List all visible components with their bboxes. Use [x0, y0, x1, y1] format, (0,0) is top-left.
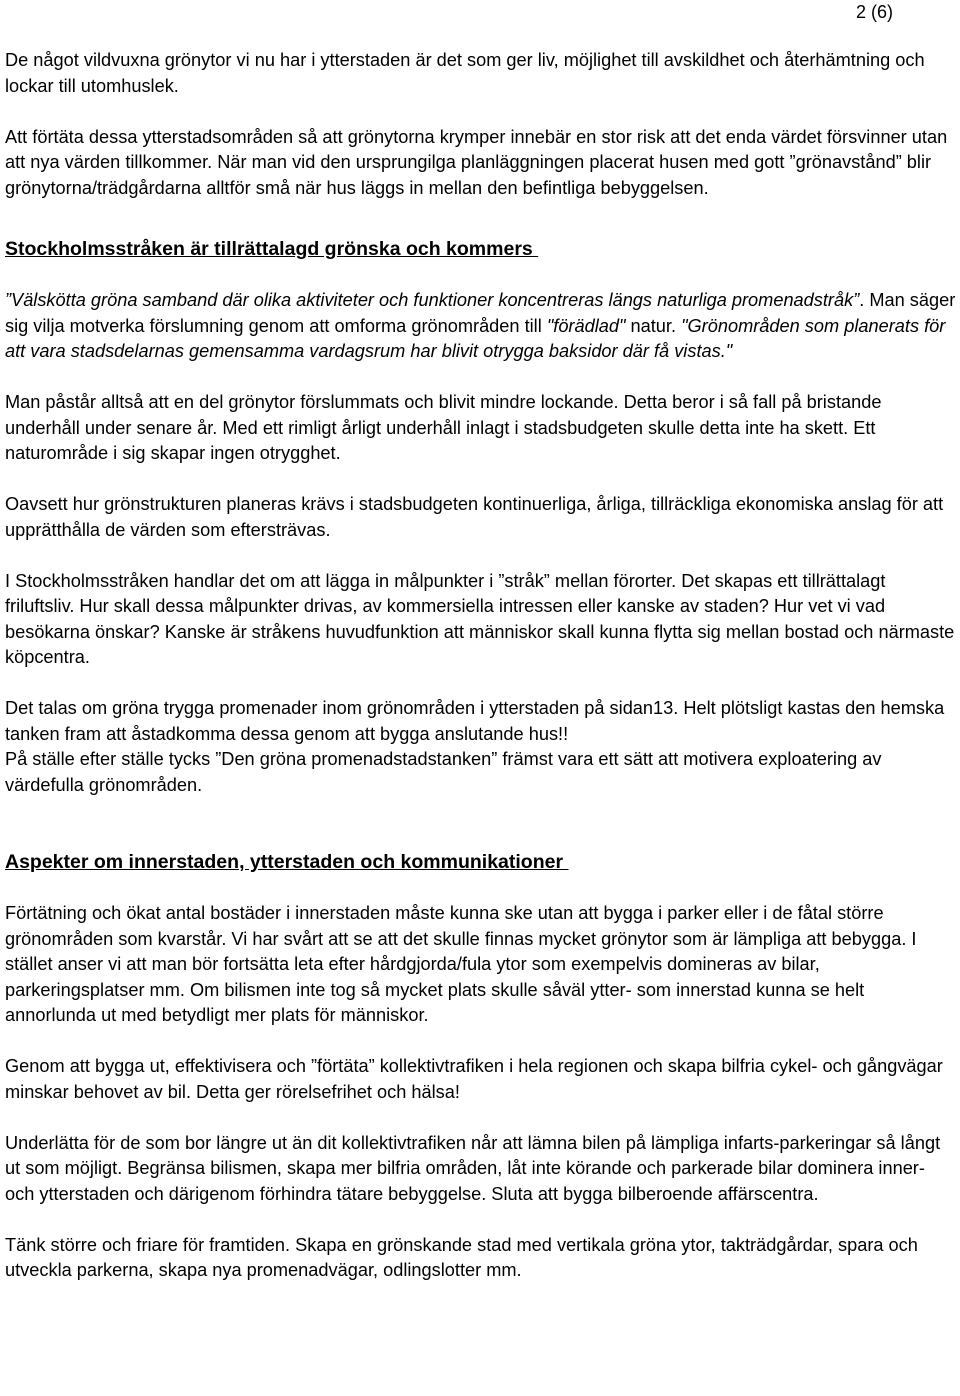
paragraph: Underlätta för de som bor längre ut än dit kollektivtrafiken når att lämna bilen på lämpliga infarts-parkeringar så långt ut som möjligt. Begränsa bilismen, skapa mer bilfria områden, låt inte körande och parkerade bilar dominera inner- och ytterstaden och därigenom förhindra tätare bebyggelse. Sluta att bygga bilberoende affärscentra. — [5, 1132, 941, 1204]
paragraph: ”Välskötta gröna samband där olika aktiviteter och funktioner koncentreras längs naturliga promenadstråk”. Man säger sig vilja motverka förslumning genom att omforma grönområden till "förädlad" natur. "Grönområden som planerats för att vara stadsdelarnas gemensamma vardagsrum har blivit otrygga baksidor där få vistas." — [5, 290, 956, 361]
paragraph: De något vildvuxna grönytor vi nu har i ytterstaden är det som ger liv, möjlighet till avskildhet och återhämtning och lockar till utomhuslek. — [5, 50, 925, 96]
section-heading: Stockholmsstråken är tillrättalagd grönska och kommers — [5, 238, 539, 260]
paragraph: Man påstår alltså att en del grönytor förslummats och blivit mindre lockande. Detta beror i så fall på bristande underhåll under senare år. Med ett rimligt årligt underhåll inlagt i stadsbudgeten skulle detta inte ha skett. Ett naturområde i sig skapar ingen otrygghet. — [5, 392, 882, 463]
paragraph: Att förtäta dessa ytterstadsområden så att grönytorna krymper innebär en stor risk att det enda värdet försvinner utan att nya värden tillkommer. När man vid den ursprungilga planläggningen placerat husen med gott ”grönavstånd” blir grönytorna/trädgårdarna alltför små när hus läggs in mellan den befintliga bebyggelsen. — [5, 126, 948, 198]
quote: ”Välskötta gröna samband där olika aktiviteter och funktioner koncentreras längs naturliga promenadstråk” — [5, 290, 860, 310]
page-number: 2 (6) — [855, 2, 893, 22]
paragraph: Genom att bygga ut, effektivisera och ”förtäta” kollektivtrafiken i hela regionen och skapa bilfria cykel- och gångvägar minskar behovet av bil. Detta ger rörelsefrihet och hälsa! — [5, 1056, 943, 1102]
paragraph: Tänk större och friare för framtiden. Skapa en grönskande stad med vertikala gröna ytor, takträdgårdar, spara och utveckla parkerna, skapa nya promenadvägar, odlingslotter mm. — [5, 1234, 918, 1280]
document-body — [5, 48, 957, 1284]
quote: "Grönområden som planerats för att vara stadsdelarnas gemensamma vardagsrum har blivit otrygga baksidor där få vistas." — [5, 315, 946, 361]
section-heading: Aspekter om innerstaden, ytterstaden och kommunikationer — [5, 851, 569, 873]
paragraph: På ställe efter ställe tycks ”Den gröna promenadstadstanken” främst vara ett sätt att motivera exploatering av värdefulla grönområden. — [5, 749, 882, 795]
paragraph: Det talas om gröna trygga promenader inom grönområden i ytterstaden på sidan13. Helt plötsligt kastas den hemska tanken fram att åstadkomma dessa genom att bygga anslutande hus!! — [5, 698, 945, 744]
paragraph: I Stockholmsstråken handlar det om att lägga in målpunkter i ”stråk” mellan förorter. Det skapas ett tillrättalagt friluftsliv. Hur skall dessa målpunkter drivas, av kommersiella intressen eller kanske av staden? Hur vet vi vad besökarna önskar? Kanske är stråkens huvudfunktion att människor skall kunna flytta sig mellan bostad och närmaste köpcentra. — [5, 570, 955, 667]
paragraph: Förtätning och ökat antal bostäder i innerstaden måste kunna ske utan att bygga i parker eller i de fåtal större grönområden som kvarstår. Vi har svårt att se att det skulle finnas mycket grönytor som är lämpliga att bebygga. I stället anser vi att man bör fortsätta leta efter hårdgjorda/fula ytor som exempelvis domineras av bilar, parkeringsplatser mm. Om bilismen inte tog så mycket plats skulle såväl ytter- som innerstad kunna se helt annorlunda ut med betydligt mer plats för människor. — [5, 903, 917, 1025]
paragraph: Oavsett hur grönstrukturen planeras krävs i stadsbudgeten kontinuerliga, årliga, tillräckliga ekonomiska anslag för att upprätthålla de värden som eftersträvas. — [5, 494, 944, 540]
